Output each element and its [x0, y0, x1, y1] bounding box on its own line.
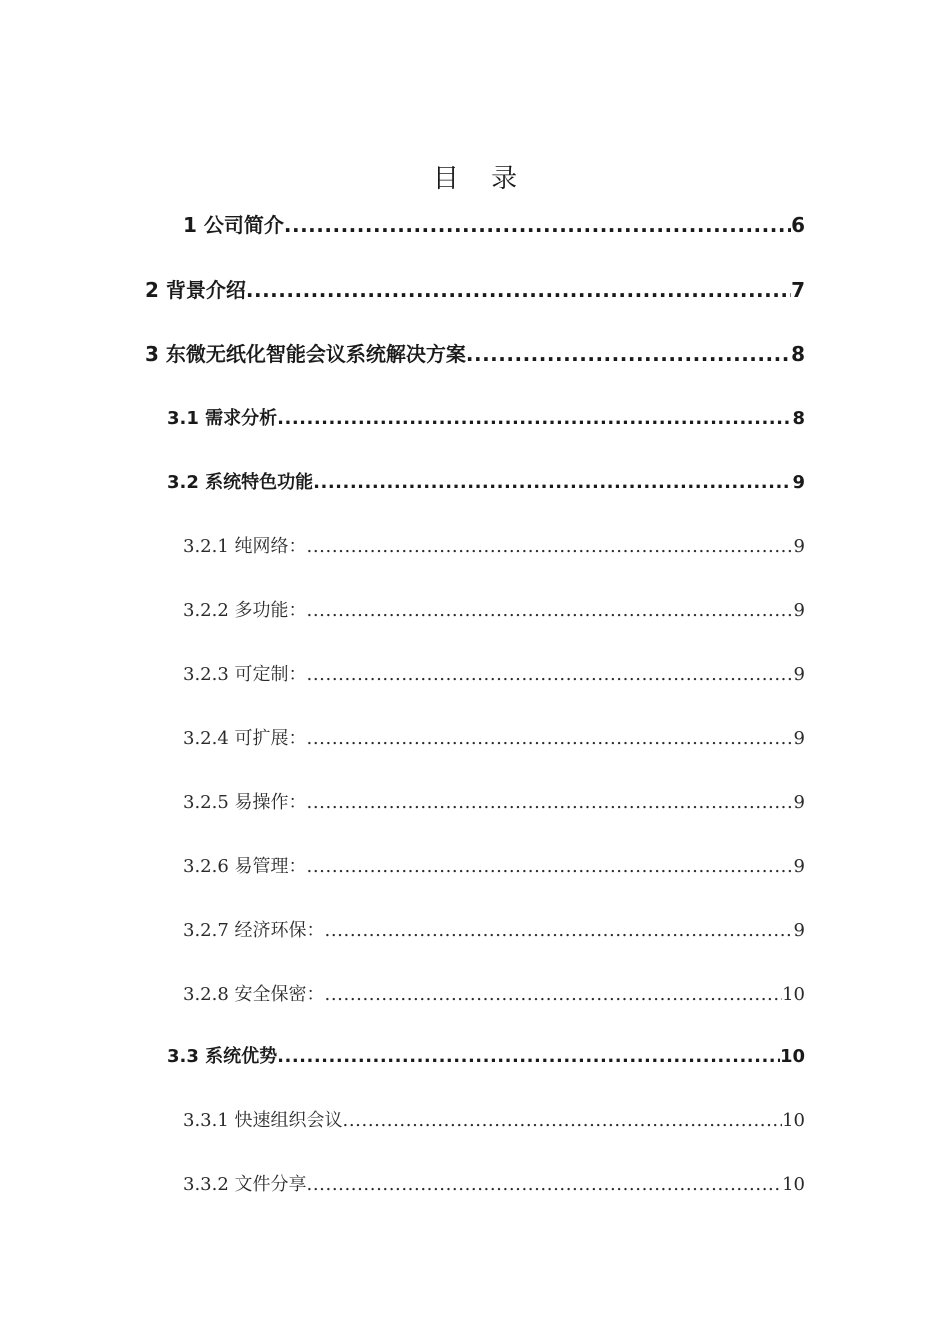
dot-leader [325, 917, 794, 945]
toc-entry-3-2-5[interactable] [183, 789, 805, 817]
toc-page-number: 8 [792, 408, 805, 429]
toc-page-number: 10 [782, 1110, 805, 1131]
dot-leader [284, 211, 791, 239]
toc-entry-3-2-7[interactable] [183, 917, 805, 945]
toc-entry-label: 3.2.5 易操作： [183, 792, 307, 813]
dot-leader [313, 469, 792, 497]
dot-leader [343, 1107, 783, 1135]
toc-entry-3-3-1[interactable] [183, 1107, 805, 1135]
dot-leader [466, 340, 791, 368]
toc-page-number: 8 [791, 342, 805, 366]
toc-page-number: 10 [779, 1046, 805, 1067]
dot-leader [307, 533, 794, 561]
toc-page-number: 10 [782, 984, 805, 1005]
toc-entry-3-2-8[interactable] [183, 981, 805, 1009]
toc-entry-1[interactable] [183, 211, 805, 239]
toc-page-number: 10 [782, 1174, 805, 1195]
toc-entry-label: 1 公司简介 [183, 213, 284, 237]
toc-entry-label: 3.2.2 多功能： [183, 600, 307, 621]
toc-entry-3-2-3[interactable] [183, 661, 805, 689]
toc-entry-label: 3 东微无纸化智能会议系统解决方案 [145, 342, 466, 366]
toc-page-number: 9 [793, 792, 805, 813]
toc-entry-3[interactable] [145, 340, 805, 368]
toc-entry-2[interactable] [145, 276, 805, 304]
dot-leader [307, 853, 794, 881]
dot-leader [307, 661, 794, 689]
toc-entry-3-2-2[interactable] [183, 597, 805, 625]
dot-leader [307, 789, 794, 817]
toc-entry-3-2[interactable] [167, 469, 805, 497]
toc-title: 目 录 [432, 164, 530, 194]
toc-entry-3-3[interactable] [167, 1043, 805, 1071]
toc-page-number: 9 [793, 856, 805, 877]
dot-leader [307, 1171, 783, 1199]
toc-page-number: 9 [793, 600, 805, 621]
dot-leader [277, 1043, 780, 1071]
toc-entry-label: 3.3 系统优势 [167, 1046, 278, 1067]
toc-page-number: 7 [791, 278, 805, 302]
dot-leader [325, 981, 783, 1009]
toc-entry-label: 3.3.2 文件分享 [183, 1174, 307, 1195]
toc-entry-label: 3.1 需求分析 [167, 408, 278, 429]
toc-entry-3-2-1[interactable] [183, 533, 805, 561]
toc-entry-label: 3.2.3 可定制： [183, 664, 307, 685]
toc-entry-3-2-6[interactable] [183, 853, 805, 881]
toc-entry-label: 3.3.1 快速组织会议 [183, 1110, 343, 1131]
toc-page-number: 9 [792, 472, 805, 493]
dot-leader [277, 405, 792, 433]
toc-page-number: 9 [793, 536, 805, 557]
toc-entry-label: 3.2.7 经济环保： [183, 920, 325, 941]
toc-page-number: 9 [793, 728, 805, 749]
toc-entry-label: 3.2.1 纯网络： [183, 536, 307, 557]
toc-page-number: 9 [793, 920, 805, 941]
toc-page-number: 9 [793, 664, 805, 685]
toc-entry-label: 3.2 系统特色功能 [167, 472, 314, 493]
toc-entry-label: 3.2.8 安全保密： [183, 984, 325, 1005]
dot-leader [307, 597, 794, 625]
toc-entry-label: 2 背景介绍 [145, 278, 246, 302]
toc-entry-3-1[interactable] [167, 405, 805, 433]
toc-entry-3-3-2[interactable] [183, 1171, 805, 1199]
toc-entry-3-2-4[interactable] [183, 725, 805, 753]
toc-entry-label: 3.2.6 易管理： [183, 856, 307, 877]
dot-leader [246, 276, 791, 304]
toc-entry-label: 3.2.4 可扩展： [183, 728, 307, 749]
toc-page-number: 6 [791, 213, 805, 237]
dot-leader [307, 725, 794, 753]
